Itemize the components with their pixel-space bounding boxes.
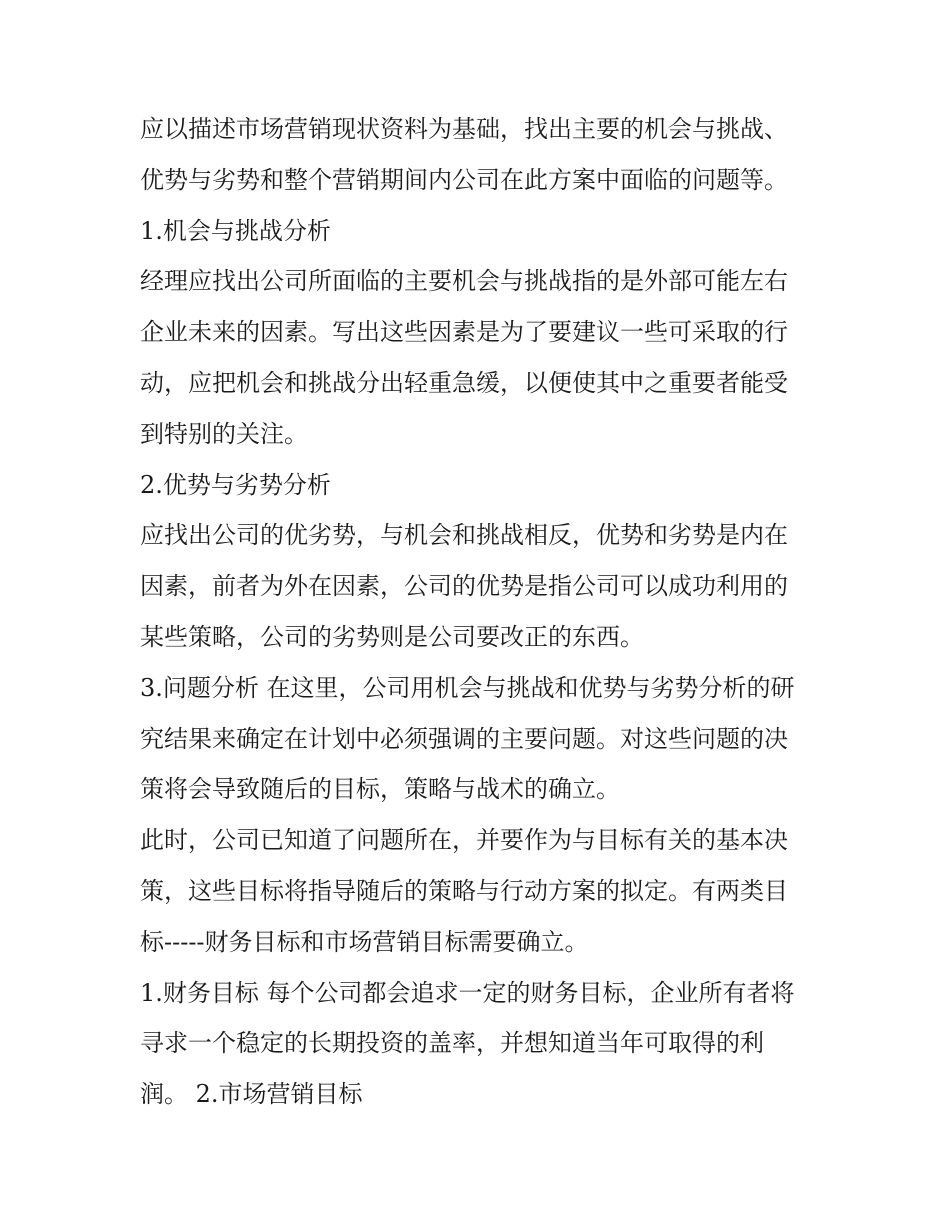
section-heading: 1.财务目标 每个公司都会追求一定的财务目标，企业所有者将 [140, 978, 795, 1007]
text-line: 应以描述市场营销现状资料为基础，找出主要的机会与挑战、 [140, 115, 788, 143]
text-line: 动，应把机会和挑战分出轻重急缓，以便使其中之重要者能受 [140, 368, 788, 397]
text-line: 策，这些目标将指导随后的策略与行动方案的拟定。有两类目 [140, 876, 788, 905]
text-line: 此时，公司已知道了问题所在，并要作为与目标有关的基本决 [140, 826, 788, 855]
section-heading: 3.问题分析 在这里，公司用机会与挑战和优势与劣势分析的研 [140, 673, 795, 702]
text-line: 企业未来的因素。写出这些因素是为了要建议一些可采取的行 [140, 318, 788, 347]
text-line: 润。 2.市场营销目标 [140, 1080, 363, 1109]
text-line: 因素，前者为外在因素，公司的优势是指公司可以成功利用的 [140, 572, 788, 601]
text-line: 优势与劣势和整个营销期间内公司在此方案中面临的问题等。 [140, 165, 788, 194]
section-heading: 2.优势与劣势分析 [140, 470, 331, 499]
text-line: 某些策略，公司的劣势则是公司要改正的东西。 [140, 622, 644, 651]
text-line: 经理应找出公司所面临的主要机会与挑战指的是外部可能左右 [140, 267, 788, 296]
text-line: 应找出公司的优劣势，与机会和挑战相反，优势和劣势是内在 [140, 521, 788, 550]
text-line: 到特别的关注。 [140, 419, 308, 448]
text-line: 寻求一个稳定的长期投资的盖率，并想知道当年可取得的利 [140, 1029, 764, 1058]
text-line: 策将会导致随后的目标，策略与战术的确立。 [140, 775, 620, 804]
section-heading: 1.机会与挑战分析 [140, 216, 331, 245]
body-text [140, 104, 830, 1120]
text-line: 标-----财务目标和市场营销目标需要确立。 [140, 927, 589, 956]
text-line: 究结果来确定在计划中必须强调的主要问题。对这些问题的决 [140, 724, 788, 753]
